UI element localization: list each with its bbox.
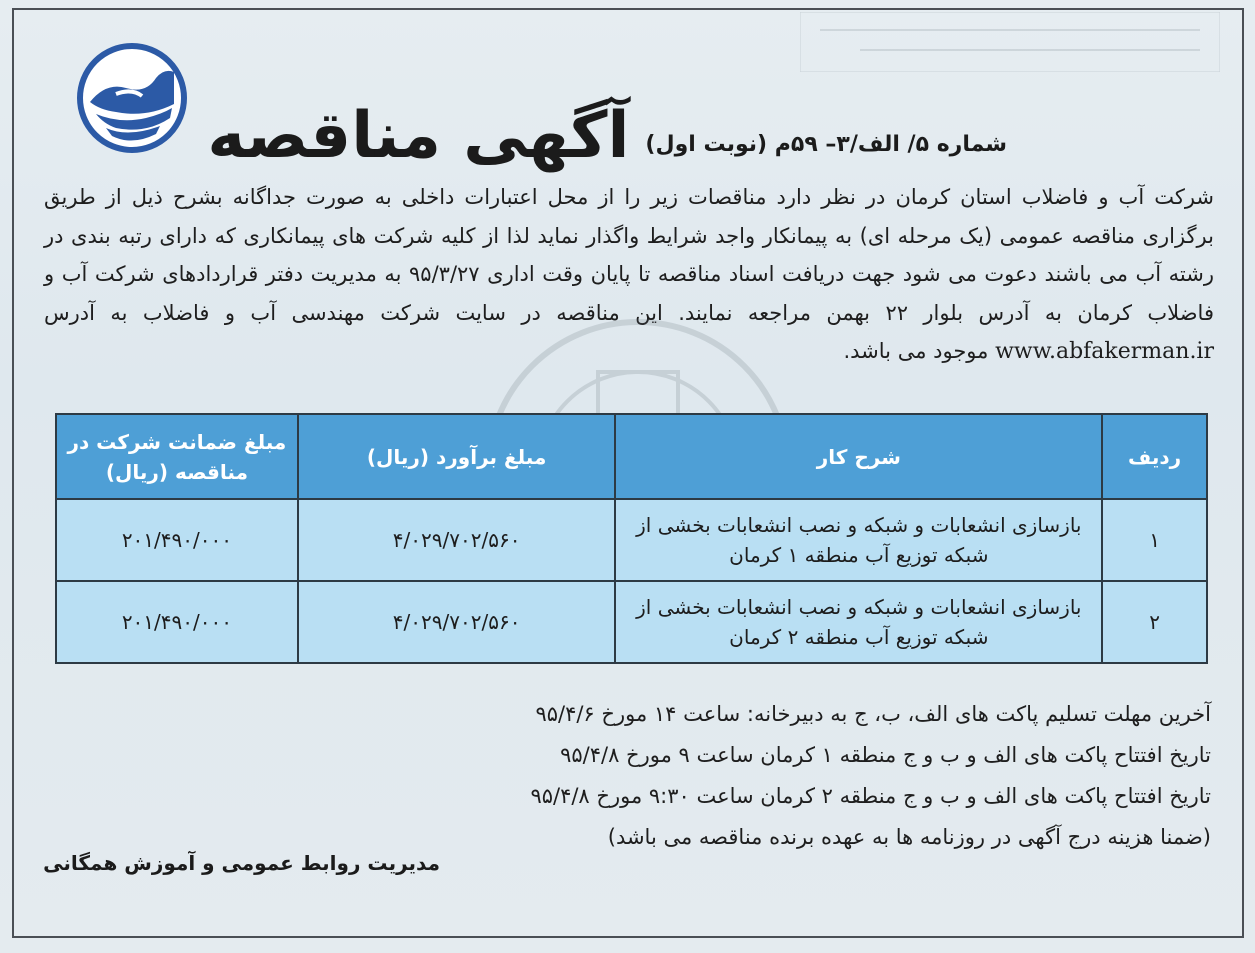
cell-row-number: ۱	[1102, 499, 1207, 581]
cell-guarantee: ۲۰۱/۴۹۰/۰۰۰	[56, 499, 298, 581]
note-opening-zone2: تاریخ افتتاح پاکت های الف و ب و ج منطقه ۲ کرمان ساعت ۹:۳۰ مورخ ۹۵/۴/۸	[530, 784, 1211, 808]
tender-table	[55, 413, 1208, 664]
paragraph-text: شرکت آب و فاضلاب استان کرمان در نظر دارد مناقصات زیر را از محل اعتبارات داخلی به صورت جداگانه بشرح ذیل از طریق برگزاری مناقصه عمومی (یک مرحله ای) به پیمانکار واجد شرایط واگذار نماید لذا از کلیه شرکت های پیمانکاری که دارای رتبه بندی در رشته آب می باشند دعوت می شود جهت دریافت اسناد مناقصه تا پایان وقت اداری ۹۵/۳/۲۷ به مدیریت دفتر قراردادهای شرکت آب و فاضلاب کرمان به آدرس بلوار ۲۲ بهمن مراجعه نمایند. این مناقصه در سایت شرکت مهندسی آب و فاضلاب به آدرس	[44, 185, 1214, 325]
ad-title: آگهی مناقصه	[207, 99, 630, 173]
header-description: شرح کار	[615, 414, 1102, 499]
cell-guarantee: ۲۰۱/۴۹۰/۰۰۰	[56, 581, 298, 663]
note-submission-deadline: آخرین مهلت تسلیم پاکت های الف، ب، ج به دبیرخانه: ساعت ۱۴ مورخ ۹۵/۴/۶	[535, 702, 1211, 726]
ad-paragraph	[44, 178, 1214, 372]
title-block	[207, 78, 1007, 173]
deadline-notes	[311, 694, 1211, 858]
header-guarantee: مبلغ ضمانت شرکت در مناقصه (ریال)	[56, 414, 298, 499]
note-ad-cost: (ضمنا هزینه درج آگهی در روزنامه ها به عهده برنده مناقصه می باشد)	[607, 825, 1211, 849]
scan-artifact	[800, 12, 1220, 72]
cell-description: بازسازی انشعابات و شبکه و نصب انشعابات بخشی از شبکه توزیع آب منطقه ۲ کرمان	[615, 581, 1102, 663]
table-row	[56, 581, 1207, 663]
signature: مدیریت روابط عمومی و آموزش همگانی	[43, 851, 440, 875]
water-company-logo	[76, 42, 188, 154]
table-row	[56, 499, 1207, 581]
cell-row-number: ۲	[1102, 581, 1207, 663]
cell-description: بازسازی انشعابات و شبکه و نصب انشعابات بخشی از شبکه توزیع آب منطقه ۱ کرمان	[615, 499, 1102, 581]
cell-estimate: ۴/۰۲۹/۷۰۲/۵۶۰	[298, 581, 616, 663]
cell-estimate: ۴/۰۲۹/۷۰۲/۵۶۰	[298, 499, 616, 581]
table-header-row	[56, 414, 1207, 499]
tender-number: شماره ۵/ الف/۳– ۵۹م (نوبت اول)	[645, 131, 1007, 157]
header-estimate: مبلغ برآورد (ریال)	[298, 414, 616, 499]
website-link[interactable]: www.abfakerman.ir	[995, 339, 1214, 364]
paragraph-end: موجود می باشد.	[843, 339, 989, 363]
header-row-number: ردیف	[1102, 414, 1207, 499]
note-opening-zone1: تاریخ افتتاح پاکت های الف و ب و ج منطقه ۱ کرمان ساعت ۹ مورخ ۹۵/۴/۸	[560, 743, 1211, 767]
